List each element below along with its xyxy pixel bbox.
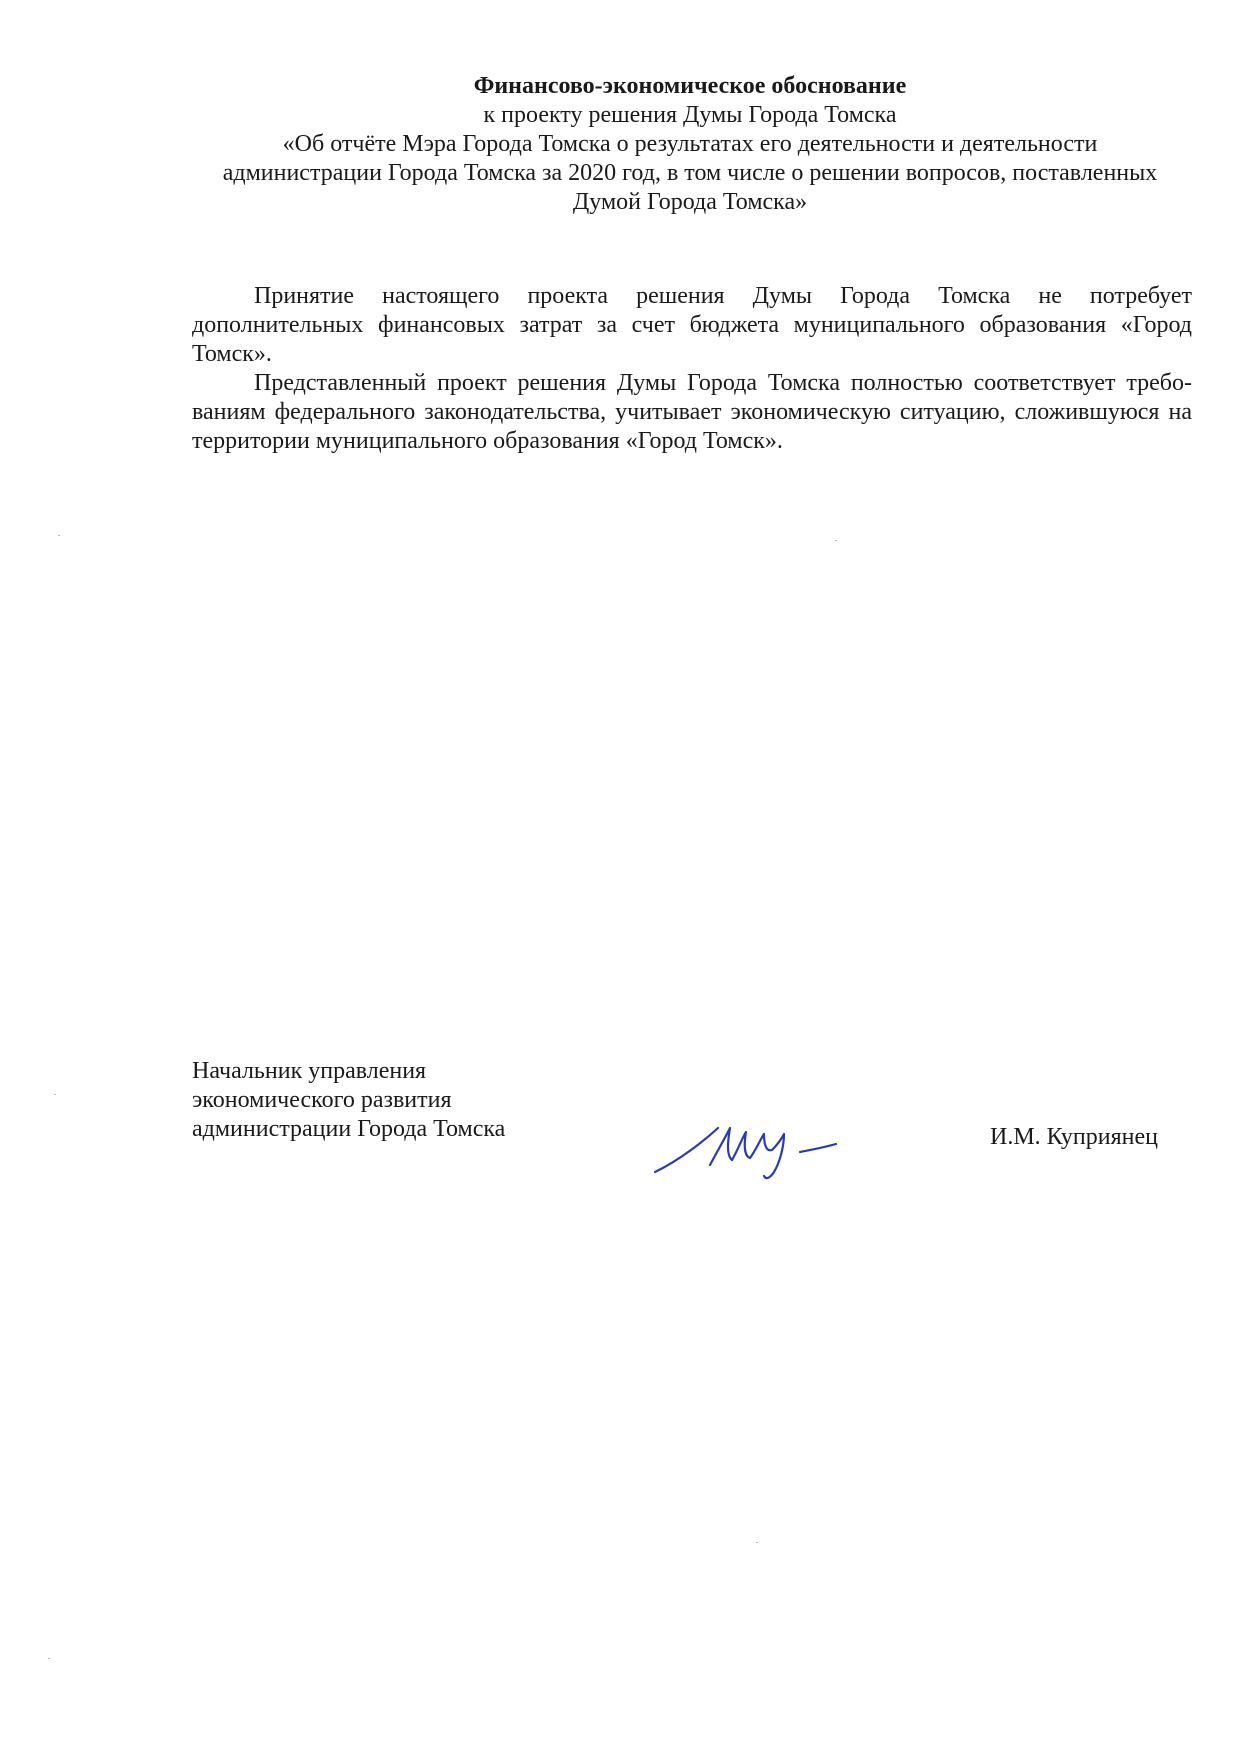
handwritten-signature <box>650 1110 840 1190</box>
scan-speck <box>54 1094 56 1095</box>
header-subtitle-line-3: администрации Города Томска за 2020 год, в том числе о решении вопросов, поставленных <box>222 160 1158 186</box>
scan-speck <box>756 1542 758 1543</box>
header-subtitle-line-1: к проекту решения Думы Города Томска <box>483 102 897 128</box>
signer-position-line-2: экономического развития <box>192 1087 452 1113</box>
document-body <box>192 282 1192 456</box>
signer-position <box>192 1057 505 1144</box>
signer-position-line-1: Начальник управления <box>192 1058 427 1084</box>
signer-position-line-3: администрации Города Томска <box>192 1116 506 1142</box>
header-subtitle-line-4: Думой Города Томска» <box>572 189 808 215</box>
scan-speck <box>58 535 60 536</box>
signer-name: И.М. Куприянец <box>990 1124 1158 1150</box>
body-paragraph-2: Представленный проект решения Думы Города Томска полностью соответствует требованиям федерального законодательства, учитывает экономическую ситуацию, сложившуюся на территории муниципального образования «Город Томск». <box>192 370 1192 454</box>
scan-speck <box>48 1658 50 1659</box>
scan-speck <box>835 540 837 541</box>
signature-stroke <box>655 1128 836 1178</box>
document-header <box>190 72 1190 217</box>
document-title: Финансово-экономическое обоснование <box>473 73 907 99</box>
header-subtitle-line-2: «Об отчёте Мэра Города Томска о результатах его деятельности и деятельности <box>282 131 1098 157</box>
body-paragraph-1: Принятие настоящего проекта решения Думы Города Томска не потребует дополнительных финансовых затрат за счет бюджета муниципального образования «Город Томск». <box>192 283 1192 367</box>
